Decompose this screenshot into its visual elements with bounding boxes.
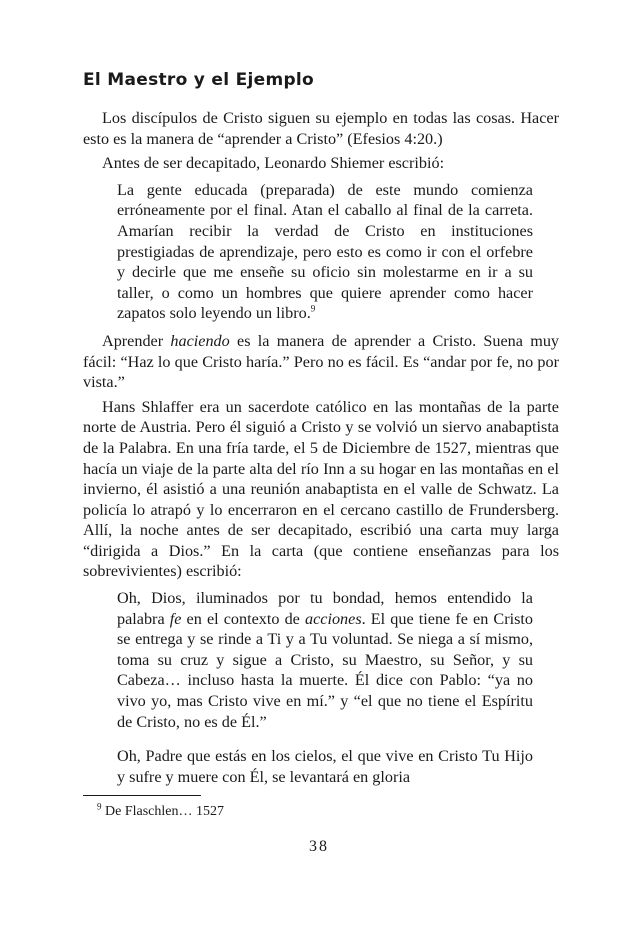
paragraph-3 (83, 331, 559, 393)
paragraph-3-emphasis: haciendo (170, 331, 230, 350)
footnote (97, 803, 224, 821)
quote-2-part-b: en el contexto de (181, 609, 305, 628)
quote-2-part-c: . El que tiene fe en Cristo se entrega y se rinde a Ti y a Tu voluntad. Se niega a sí mismo, toma su cruz y sigue a Cristo, su Maestro, su Señor, y su Cabeza… incluso hasta la muerte. Él dice con Pablo: “ya no vivo yo, mas Cristo vive en mí.” y “el que no tiene el Espíritu de Cristo, no es de Él.” (117, 609, 533, 731)
quote-2-text (117, 588, 533, 732)
page-number: 38 (309, 838, 329, 855)
paragraph-3-start: Aprender (102, 331, 171, 350)
block-quote-shlaffer (117, 588, 533, 787)
paragraph-3-end: es la manera de aprender a Cristo. Suena muy fácil: “Haz lo que Cristo haría.” Pero no es fácil. Es “andar por fe, no por vista.” (83, 331, 560, 392)
paragraph-2: Antes de ser decapitado, Leonardo Shiemer escribió: (102, 154, 445, 173)
footnote-divider (83, 795, 201, 796)
quote-2-part-a: Oh, Dios, iluminados por tu bondad, hemos entendido la palabra (117, 589, 533, 628)
quote-2-emphasis-acciones: acciones (304, 609, 362, 628)
block-quote-shiemer (117, 180, 533, 324)
section-heading: El Maestro y el Ejemplo (83, 70, 315, 90)
quote-1-body: La gente educada (preparada) de este mundo comienza erróneamente por el final. Atan el caballo al final de la carreta. Amarían recibir la verdad de Cristo en instituciones prestigiadas de aprendizaje, pero esto es como ir con el orfebre y decirle que me enseñe su oficio sin molestarme en ir a su taller, o como un hombres que quiere aprender como hacer zapatos solo leyendo un libro. (117, 180, 533, 323)
page-body (83, 108, 559, 794)
quote-2-emphasis-fe: fe (169, 609, 182, 628)
paragraph-1: Los discípulos de Cristo siguen su ejemplo en todas las cosas. Hacer esto es la manera de “aprender a Cristo” (Efesios 4:20.) (83, 109, 559, 148)
footnote-mark: 9 (97, 801, 102, 812)
footnote-text: De Flaschlen… 1527 (105, 804, 224, 819)
quote-1-text (117, 180, 533, 324)
quote-3-text: Oh, Padre que estás en los cielos, el que vive en Cristo Tu Hijo y sufre y muere con Él, se levantará en gloria (117, 747, 533, 786)
paragraph-4: Hans Shlaffer era un sacerdote católico en las montañas de la parte norte de Austria. Pero él siguió a Cristo y se volvió un siervo anabaptista de la Palabra. En una fría tarde, el 5 de Diciembre de 1527, mientras que hacía un viaje de la parte alta del río Inn a su hogar en las montañas en el invierno, él asistió a una reunión anabaptista en el valle de Schwatz. La policía lo atrapó y lo encerraron en el cercano castillo de Frundersberg. Allí, la noche antes de ser decapitado, escribió una carta muy larga “dirigida a Dios.” En la carta (que contiene enseñanzas para los sobrevivientes) escribió: (83, 397, 559, 581)
footnote-reference[interactable]: 9 (310, 303, 316, 314)
